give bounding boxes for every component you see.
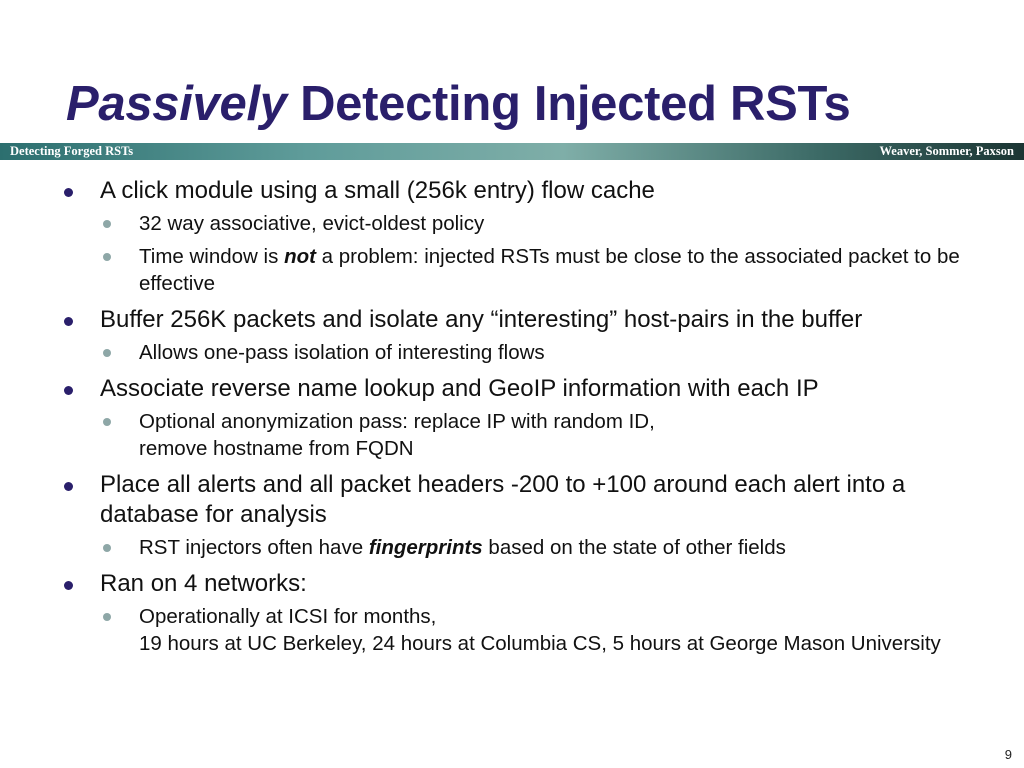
bullet-list — [0, 176, 1024, 657]
sub-bullet-dot-icon — [103, 253, 111, 261]
sub-bullet-associative — [139, 210, 964, 237]
bullet-text: Place all alerts and all packet headers -200 to +100 around each alert into a database for analysis — [100, 471, 906, 528]
sub-bullet-one-pass — [139, 339, 964, 366]
sub-bullet-text-post: a problem: injected RSTs must be close to the associated packet to be effective — [139, 245, 960, 295]
bullet-dot-icon — [64, 317, 73, 326]
bullet-dot-icon — [64, 581, 73, 590]
sub-bullet-text-line1: Operationally at ICSI for months, — [139, 605, 437, 628]
bullet-buffer-packets — [100, 305, 964, 335]
bullet-reverse-lookup — [100, 374, 964, 404]
slide-title — [66, 76, 850, 132]
sub-bullet-emphasis: not — [284, 245, 316, 268]
sub-bullet-deployments — [139, 603, 964, 657]
bullet-text: Buffer 256K packets and isolate any “interesting” host-pairs in the buffer — [100, 306, 863, 333]
sub-bullet-text-line2: remove hostname from FQDN — [139, 437, 414, 460]
band-right-text: Weaver, Sommer, Paxson — [879, 144, 1014, 158]
band-left-text: Detecting Forged RSTs — [10, 144, 134, 158]
sub-bullet-text: 32 way associative, evict-oldest policy — [139, 212, 485, 235]
sub-bullet-text: Allows one-pass isolation of interesting flows — [139, 341, 545, 364]
sub-bullet-text-line1: Optional anonymization pass: replace IP with random ID, — [139, 410, 655, 433]
page-number: 9 — [1004, 747, 1012, 762]
bullet-networks — [100, 569, 964, 599]
bullet-dot-icon — [64, 386, 73, 395]
sub-bullet-time-window — [139, 243, 964, 297]
bullet-text: Ran on 4 networks: — [100, 570, 307, 597]
sub-bullet-dot-icon — [103, 613, 111, 621]
bullet-text: Associate reverse name lookup and GeoIP information with each IP — [100, 375, 819, 402]
bullet-dot-icon — [64, 188, 73, 197]
title-emphasis: Passively — [66, 77, 287, 131]
sub-bullet-text-post: based on the state of other fields — [488, 536, 786, 559]
title-rest: Detecting Injected RSTs — [300, 77, 851, 131]
sub-bullet-fingerprints — [139, 534, 964, 561]
sub-bullet-dot-icon — [103, 220, 111, 228]
bullet-dot-icon — [64, 482, 73, 491]
sub-bullet-dot-icon — [103, 349, 111, 357]
sub-bullet-text-pre: RST injectors often have — [139, 536, 364, 559]
bullet-alerts-database — [100, 470, 964, 530]
header-band — [0, 143, 1024, 160]
sub-bullet-anonymization — [139, 408, 964, 462]
sub-bullet-emphasis: fingerprints — [368, 536, 483, 559]
sub-bullet-text-pre: Time window is — [139, 245, 279, 268]
sub-bullet-text-line2: 19 hours at UC Berkeley, 24 hours at Columbia CS, 5 hours at George Mason University — [139, 632, 941, 655]
sub-bullet-dot-icon — [103, 418, 111, 426]
sub-bullet-dot-icon — [103, 544, 111, 552]
bullet-flow-cache — [100, 176, 964, 206]
bullet-text: A click module using a small (256k entry) flow cache — [100, 177, 655, 204]
